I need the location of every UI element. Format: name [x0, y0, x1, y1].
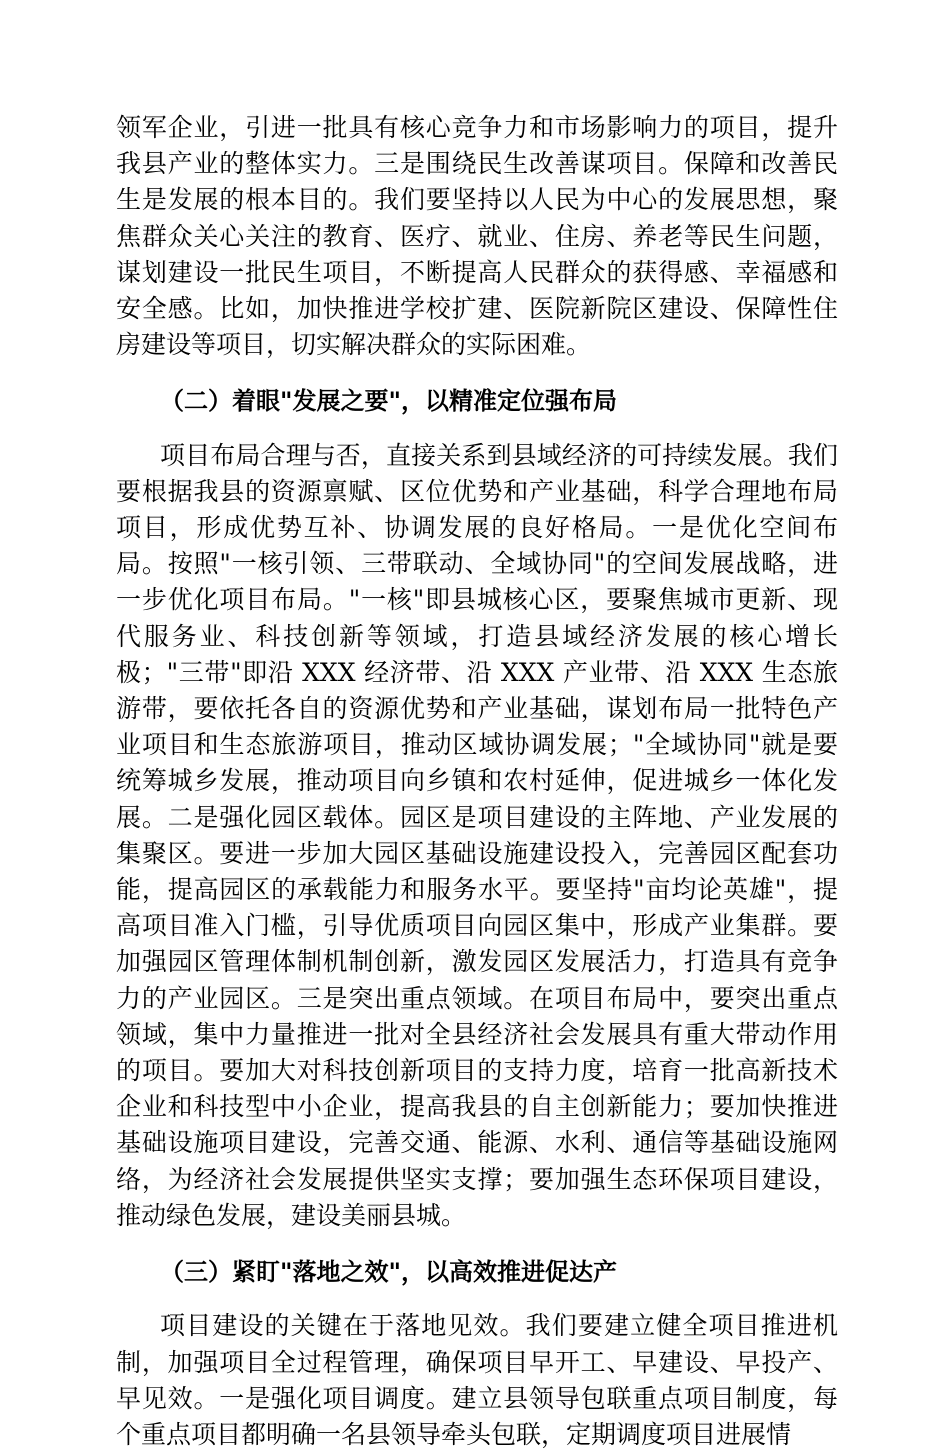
section-heading-3: （三）紧盯"落地之效"，以高效推进促达产	[160, 1258, 618, 1287]
body-paragraph-continued: 领军企业，引进一批具有核心竞争力和市场影响力的项目，提升我县产业的整体实力。三是围绕民生改善谋项目。保障和改善民生是发展的根本目的。我们要坚持以人民为中心的发展思想，聚焦群众关心关注的教育、医疗、就业、住房、养老等民生问题，谋划建设一批民生项目，不断提高人民群众的获得感、幸福感和安全感。比如，加快推进学校扩建、医院新院区建设、保障性住房建设等项目，切实解决群众的实际困难。	[116, 113, 838, 360]
body-paragraph-section-2: 项目布局合理与否，直接关系到县域经济的可持续发展。我们要根据我县的资源禀赋、区位优势和产业基础，科学合理地布局项目，形成优势互补、协调发展的良好格局。一是优化空间布局。按照"一核引领、三带联动、全域协同"的空间发展战略，进一步优化项目布局。"一核"即县城核心区，要聚焦城市更新、现代服务业、科技创新等领域，打造县域经济发展的核心增长极；"三带"即沿 XXX 经济带、沿 XXX 产业带、沿 XXX 生态旅游带，要依托各自的资源优势和产业基础，谋划布局一批特色产业项目和生态旅游项目，推动区域协调发展；"全域协同"就是要统筹城乡发展，推动项目向乡镇和农村延伸，促进城乡一体化发展。二是强化园区载体。园区是项目建设的主阵地、产业发展的集聚区。要进一步加大园区基础设施建设投入，完善园区配套功能，提高园区的承载能力和服务水平。要坚持"亩均论英雄"，提高项目准入门槛，引导优质项目向园区集中，形成产业集群。要加强园区管理体制机制创新，激发园区发展活力，打造具有竞争力的产业园区。三是突出重点领域。在项目布局中，要突出重点领域，集中力量推进一批对全县经济社会发展具有重大带动作用的项目。要加大对科技创新项目的支持力度，培育一批高新技术企业和科技型中小企业，提高我县的自主创新能力；要加快推进基础设施项目建设，完善交通、能源、水利、通信等基础设施网络，为经济社会发展提供坚实支撑；要加强生态环保项目建设，推动绿色发展，建设美丽县城。	[116, 440, 838, 1230]
body-paragraph-section-3: 项目建设的关键在于落地见效。我们要建立健全项目推进机制，加强项目全过程管理，确保项目早开工、早建设、早投产、早见效。一是强化项目调度。建立县领导包联重点项目制度，每个重点项目都明确一名县领导牵头包联，定期调度项目进展情	[116, 1311, 838, 1449]
document-page	[116, 110, 838, 1453]
section-heading-2: （二）着眼"发展之要"，以精准定位强布局	[160, 387, 618, 416]
